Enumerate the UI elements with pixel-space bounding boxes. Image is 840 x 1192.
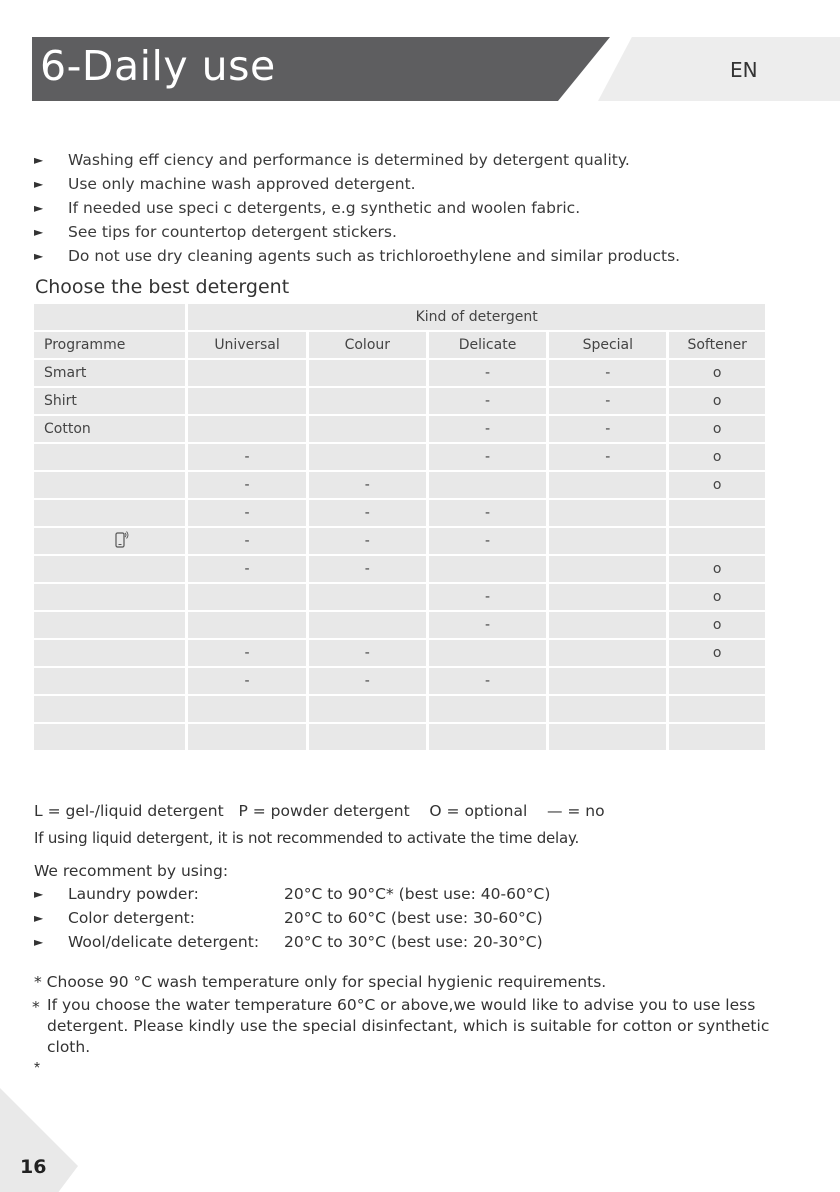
table-cell: - xyxy=(549,416,666,442)
table-cell: - xyxy=(429,612,546,638)
table-cell: - xyxy=(309,556,426,582)
table-cell: - xyxy=(309,472,426,498)
recommend-intro: We recomment by using: xyxy=(34,862,229,880)
column-header: Special xyxy=(549,332,666,358)
table-cell xyxy=(669,500,765,526)
table-cell: - xyxy=(549,444,666,470)
table-cell xyxy=(309,360,426,386)
table-cell xyxy=(669,696,765,722)
programme-cell xyxy=(34,640,185,666)
table-cell xyxy=(549,612,666,638)
table-cell xyxy=(188,584,305,610)
table-cell xyxy=(309,416,426,442)
column-header: Delicate xyxy=(429,332,546,358)
table-cell xyxy=(549,472,666,498)
page-number: 16 xyxy=(20,1156,47,1178)
table-row xyxy=(34,612,765,638)
table-row xyxy=(34,472,765,498)
table-row xyxy=(34,388,765,414)
column-header: Universal xyxy=(188,332,305,358)
programme-cell: Smart xyxy=(34,360,185,386)
table-cell: - xyxy=(309,668,426,694)
table-cell xyxy=(429,472,546,498)
table-group-header-row xyxy=(34,304,765,330)
table-cell: - xyxy=(309,528,426,554)
table-cell: - xyxy=(309,500,426,526)
table-cell: o xyxy=(669,444,765,470)
smartphone-wifi-icon xyxy=(114,529,130,553)
table-cell xyxy=(549,500,666,526)
bullet-arrow-icon: ► xyxy=(34,177,44,191)
table-cell: - xyxy=(309,640,426,666)
table-cell: - xyxy=(188,556,305,582)
bullet-arrow-icon: ► xyxy=(34,225,44,239)
table-row xyxy=(34,556,765,582)
table-row xyxy=(34,360,765,386)
table-row xyxy=(34,696,765,722)
programme-cell xyxy=(34,472,185,498)
table-cell xyxy=(429,724,546,750)
bullet-arrow-icon: ► xyxy=(34,249,44,263)
table-cell: o xyxy=(669,360,765,386)
programme-cell xyxy=(34,556,185,582)
table-cell xyxy=(188,724,305,750)
table-cell: - xyxy=(429,416,546,442)
programme-cell xyxy=(34,528,185,554)
table-cell xyxy=(429,640,546,666)
column-header: Colour xyxy=(309,332,426,358)
table-cell xyxy=(549,640,666,666)
table-row xyxy=(34,724,765,750)
table-cell xyxy=(549,556,666,582)
table-cell: - xyxy=(188,500,305,526)
table-cell: - xyxy=(429,668,546,694)
table-row xyxy=(34,528,765,554)
table-cell xyxy=(309,444,426,470)
table-row xyxy=(34,444,765,470)
table-header-empty xyxy=(34,304,185,330)
footnote-temperature-text: If you choose the water temperature 60°C or above,we would like to advise you to use less detergent. Please kindly use the special disinfectant, which is suitable for cotton or synthetic cloth. xyxy=(47,996,770,1056)
section-heading: Choose the best detergent xyxy=(35,276,290,298)
table-cell xyxy=(309,584,426,610)
table-cell xyxy=(188,388,305,414)
language-label: EN xyxy=(730,58,758,82)
table-cell xyxy=(309,696,426,722)
detergent-table xyxy=(31,302,768,752)
table-cell xyxy=(309,388,426,414)
programme-cell xyxy=(34,724,185,750)
table-cell xyxy=(309,612,426,638)
table-cell: - xyxy=(429,528,546,554)
programme-cell xyxy=(34,612,185,638)
table-cell: - xyxy=(188,528,305,554)
table-header-row xyxy=(34,332,765,358)
list-item: ► See tips for countertop detergent stickers. xyxy=(34,220,814,244)
bullet-arrow-icon: ► xyxy=(34,201,44,215)
table-cell xyxy=(429,696,546,722)
table-cell: - xyxy=(429,584,546,610)
bullet-arrow-icon: ► xyxy=(34,153,44,167)
table-cell xyxy=(188,360,305,386)
table-cell xyxy=(188,696,305,722)
column-header: Programme xyxy=(34,332,185,358)
footnote-star-empty: * xyxy=(34,1060,41,1077)
table-cell: o xyxy=(669,388,765,414)
table-row xyxy=(34,640,765,666)
table-cell: o xyxy=(669,640,765,666)
page-title: 6-Daily use xyxy=(40,42,276,90)
language-tab xyxy=(598,37,840,101)
footnote-star: * xyxy=(32,998,40,1016)
table-row xyxy=(34,584,765,610)
table-row xyxy=(34,500,765,526)
programme-cell: Shirt xyxy=(34,388,185,414)
legend: L = gel-/liquid detergent P = powder detergent O = optional — = no xyxy=(34,802,605,820)
table-cell xyxy=(188,416,305,442)
table-cell: - xyxy=(429,500,546,526)
table-cell xyxy=(549,724,666,750)
table-cell: - xyxy=(188,444,305,470)
list-item: ► If needed use speci c detergents, e.g synthetic and woolen fabric. xyxy=(34,196,814,220)
table-cell: o xyxy=(669,556,765,582)
table-cell: - xyxy=(429,388,546,414)
table-cell: o xyxy=(669,416,765,442)
table-cell: - xyxy=(549,360,666,386)
table-cell: - xyxy=(549,388,666,414)
table-row xyxy=(34,416,765,442)
programme-cell xyxy=(34,500,185,526)
table-cell: - xyxy=(429,444,546,470)
table-cell: o xyxy=(669,472,765,498)
table-cell xyxy=(669,724,765,750)
bullet-arrow-icon: ► xyxy=(34,887,44,901)
table-cell: o xyxy=(669,612,765,638)
programme-cell xyxy=(34,584,185,610)
table-cell: - xyxy=(429,360,546,386)
table-cell xyxy=(669,528,765,554)
footnote-temperature xyxy=(34,995,794,1058)
table-cell xyxy=(549,584,666,610)
bullet-arrow-icon: ► xyxy=(34,911,44,925)
tips-list xyxy=(34,148,814,268)
footnote-hygiene: * Choose 90 °C wash temperature only for special hygienic requirements. xyxy=(34,973,607,991)
list-item: ► Washing eff ciency and performance is determined by detergent quality. xyxy=(34,148,814,172)
programme-cell xyxy=(34,668,185,694)
programme-cell xyxy=(34,444,185,470)
table-cell xyxy=(429,556,546,582)
table-cell xyxy=(669,668,765,694)
table-cell xyxy=(309,724,426,750)
table-cell xyxy=(188,612,305,638)
column-header: Softener xyxy=(669,332,765,358)
list-item: ► Use only machine wash approved detergent. xyxy=(34,172,814,196)
legend-note: If using liquid detergent, it is not recommended to activate the time delay. xyxy=(34,829,580,847)
table-cell: o xyxy=(669,584,765,610)
bullet-arrow-icon: ► xyxy=(34,935,44,949)
programme-cell: Cotton xyxy=(34,416,185,442)
table-cell: - xyxy=(188,668,305,694)
table-cell: - xyxy=(188,472,305,498)
table-cell xyxy=(549,696,666,722)
table-group-header: Kind of detergent xyxy=(188,304,765,330)
list-item: ► Do not use dry cleaning agents such as trichloroethylene and similar products. xyxy=(34,244,814,268)
programme-cell xyxy=(34,696,185,722)
table-cell xyxy=(549,528,666,554)
table-cell xyxy=(549,668,666,694)
table-row xyxy=(34,668,765,694)
table-cell: - xyxy=(188,640,305,666)
